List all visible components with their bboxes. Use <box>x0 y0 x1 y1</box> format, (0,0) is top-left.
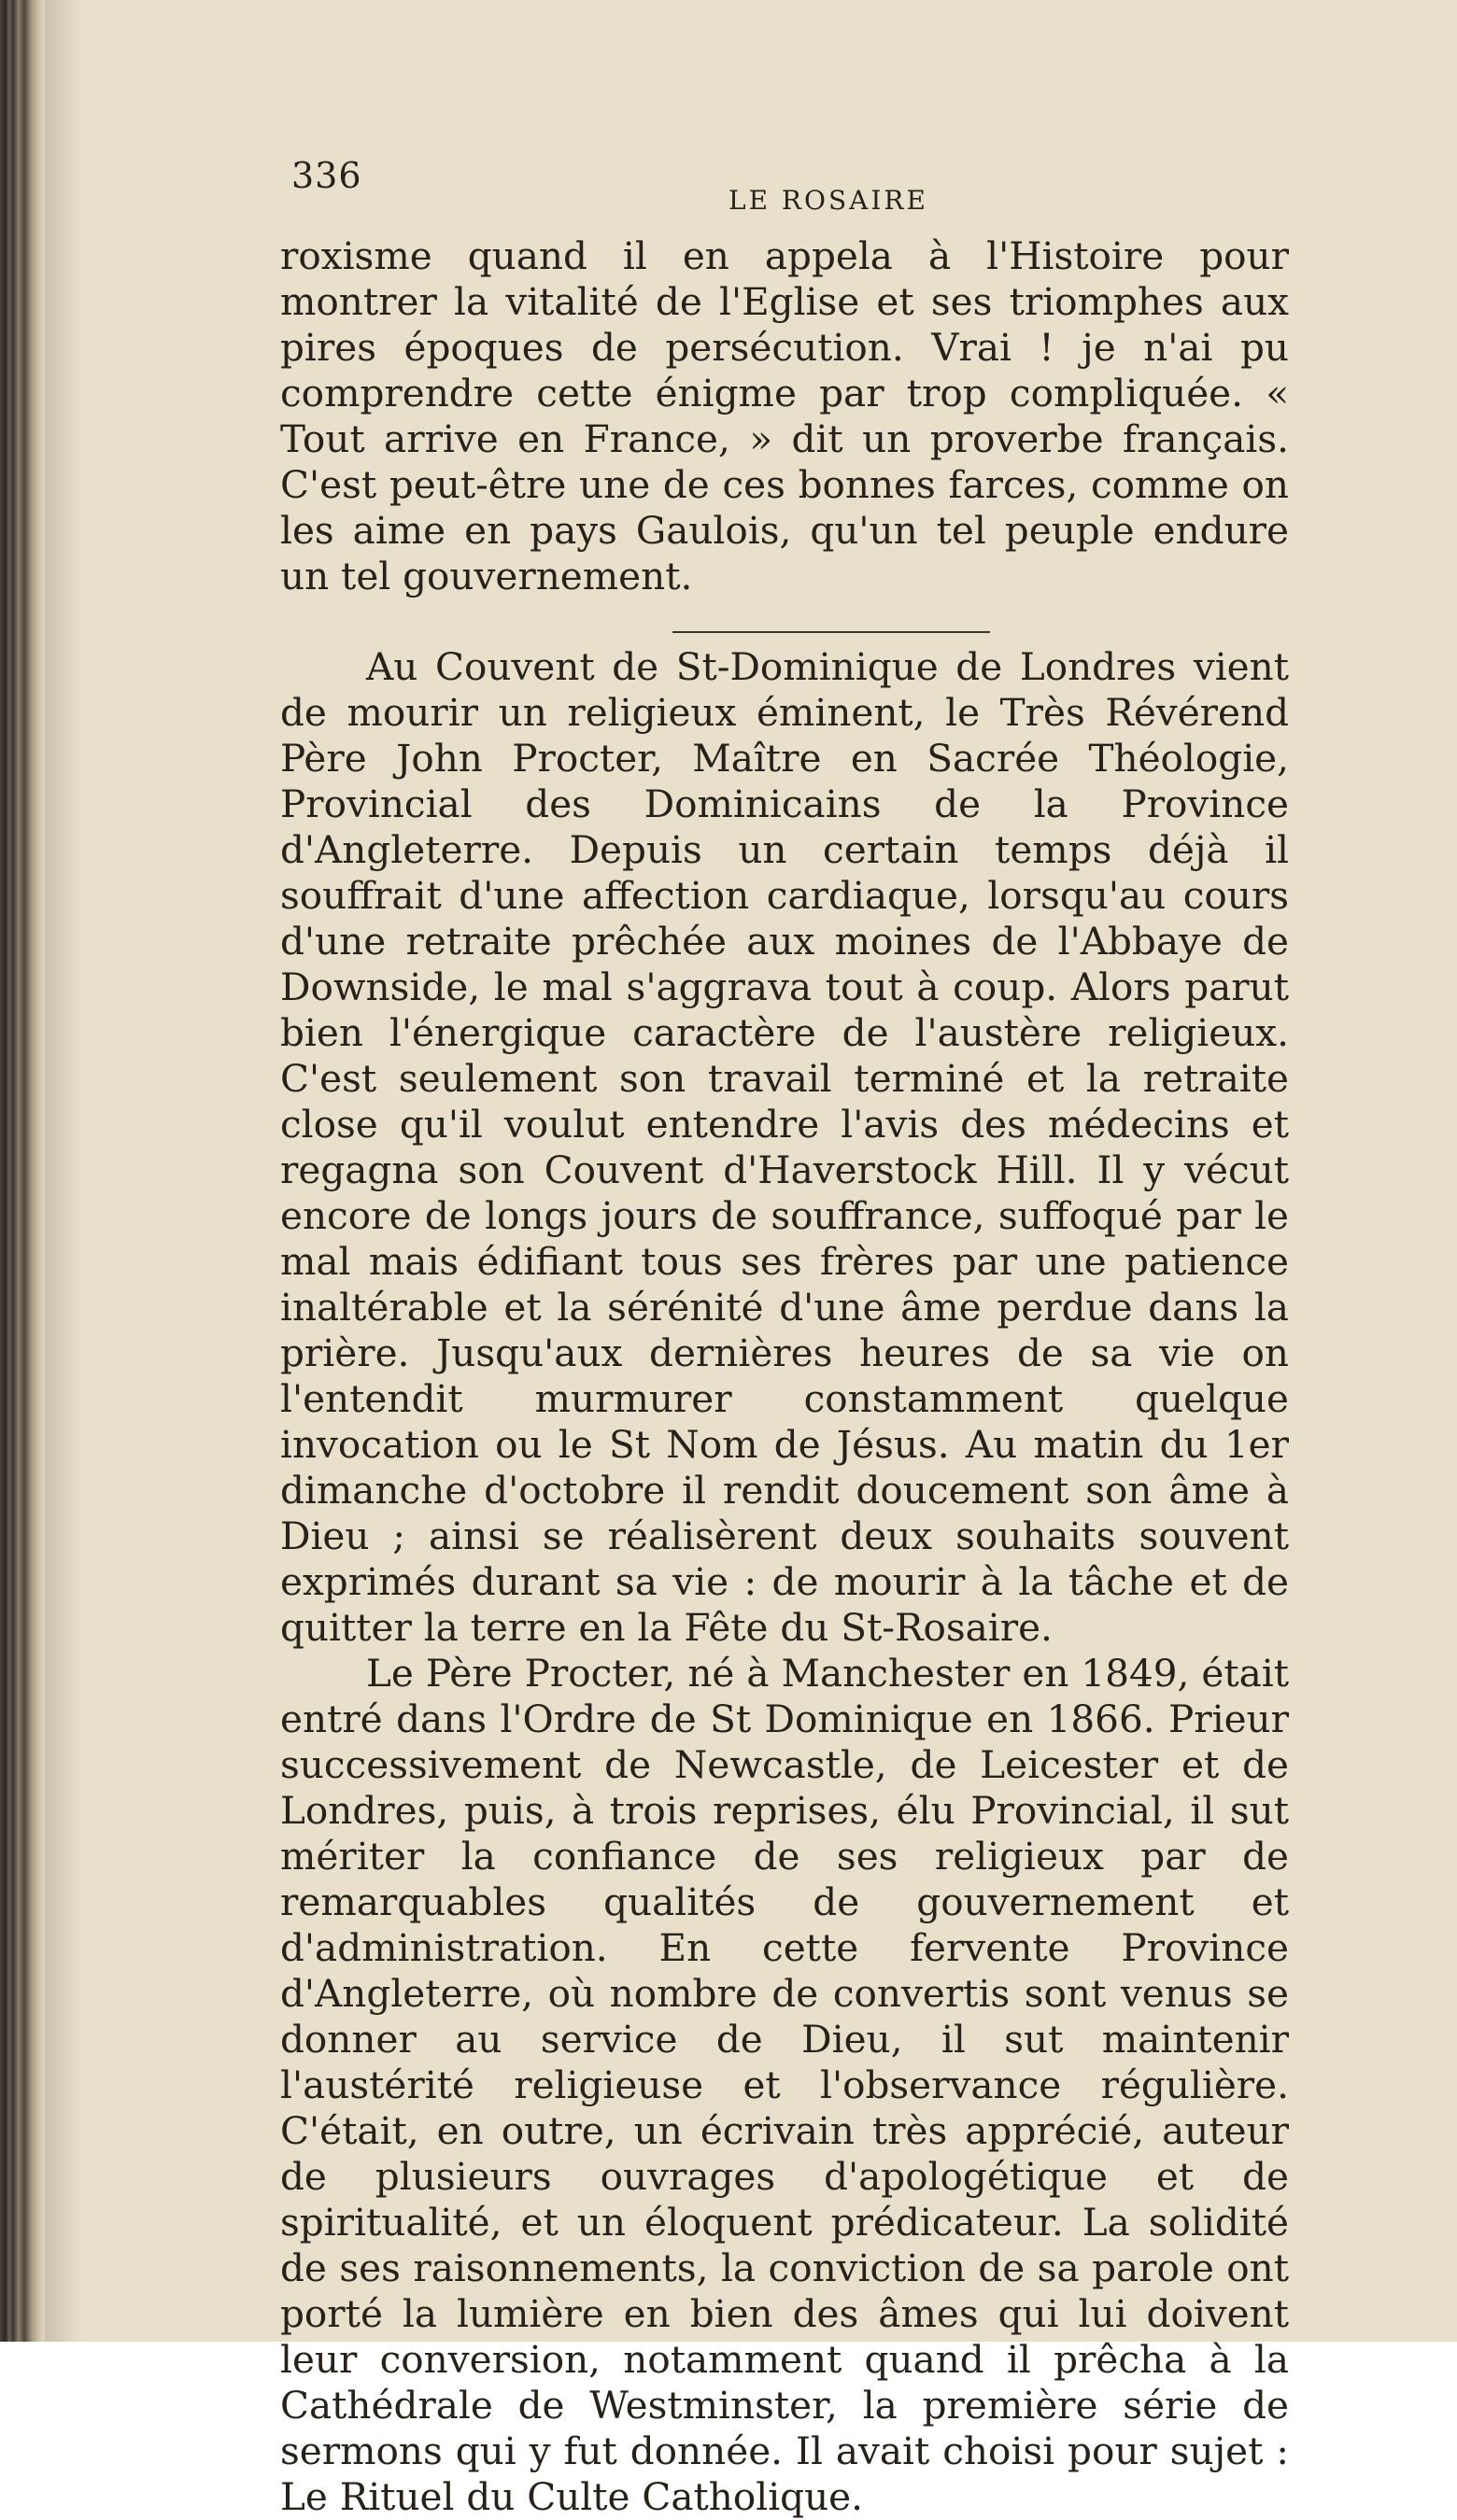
paragraph-procter-death: Au Couvent de St-Dominique de Londres vient de mourir un religieux éminent, le Très Révérend Père John Procter, Maître en Sacrée Théologie, Provincial des Dominicains de la Province d'Angleterre. Depuis un certain temps déjà il souffrait d'une affection cardiaque, lorsqu'au cours d'une retraite prêchée aux moines de l'Abbaye de Downside, le mal s'aggrava tout à coup. Alors parut bien l'énergique caractère de l'austère religieux. C'est seulement son travail terminé et la retraite close qu'il voulut entendre l'avis des médecins et regagna son Couvent d'Haverstock Hill. Il y vécut encore de longs jours de souffrance, suffoqué par le mal mais édifiant tous ses frères par une patience inaltérable et la sérénité d'une âme perdue dans la prière. Jusqu'aux dernières heures de sa vie on l'entendit murmurer constamment quelque invocation ou le St Nom de Jésus. Au matin du 1er dimanche d'octobre il rendit doucement son âme à Dieu ; ainsi se réalisèrent deux souhaits souvent exprimés durant sa vie : de mourir à la tâche et de quitter la terre en la Fête du St-Rosaire. <box>280 644 1289 1650</box>
running-title: LE ROSAIRE <box>728 185 928 216</box>
running-head <box>243 149 1364 215</box>
gutter-shadow <box>45 0 82 2342</box>
page-content <box>243 149 1364 2520</box>
section-divider <box>672 631 990 633</box>
page-number: 336 <box>291 155 362 196</box>
book-binding-edge <box>0 0 45 2342</box>
paragraph-procter-biography: Le Père Procter, né à Manchester en 1849, était entré dans l'Ordre de St Dominique en 1866. Prieur successivement de Newcastle, de Leicester et de Londres, puis, à trois reprises, élu Provincial, il sut mériter la confiance de ses religieux par de remarquables qualités de gouvernement et d'administration. En cette fervente Province d'Angleterre, où nombre de convertis sont venus se donner au service de Dieu, il sut maintenir l'austérité religieuse et l'observance régulière. C'était, en outre, un écrivain très apprécié, auteur de plusieurs ouvrages d'apologétique et de spiritualité, et un éloquent prédicateur. La solidité de ses raisonnements, la conviction de sa parole ont porté la lumière en bien des âmes qui lui doivent leur conversion, notamment quand il prêcha à la Cathédrale de Westminster, la première série de sermons qui y fut donnée. Il avait choisi pour sujet : Le Rituel du Culte Catholique. <box>280 1651 1289 2519</box>
paragraph-continuation: roxisme quand il en appela à l'Histoire pour montrer la vitalité de l'Eglise et ses triomphes aux pires époques de persécution. Vrai ! je n'ai pu comprendre cette énigme par trop compliquée. « Tout arrive en France, » dit un proverbe français. C'est peut-être une de ces bonnes farces, comme on les aime en pays Gaulois, qu'un tel peuple endure un tel gouvernement. <box>280 233 1289 598</box>
